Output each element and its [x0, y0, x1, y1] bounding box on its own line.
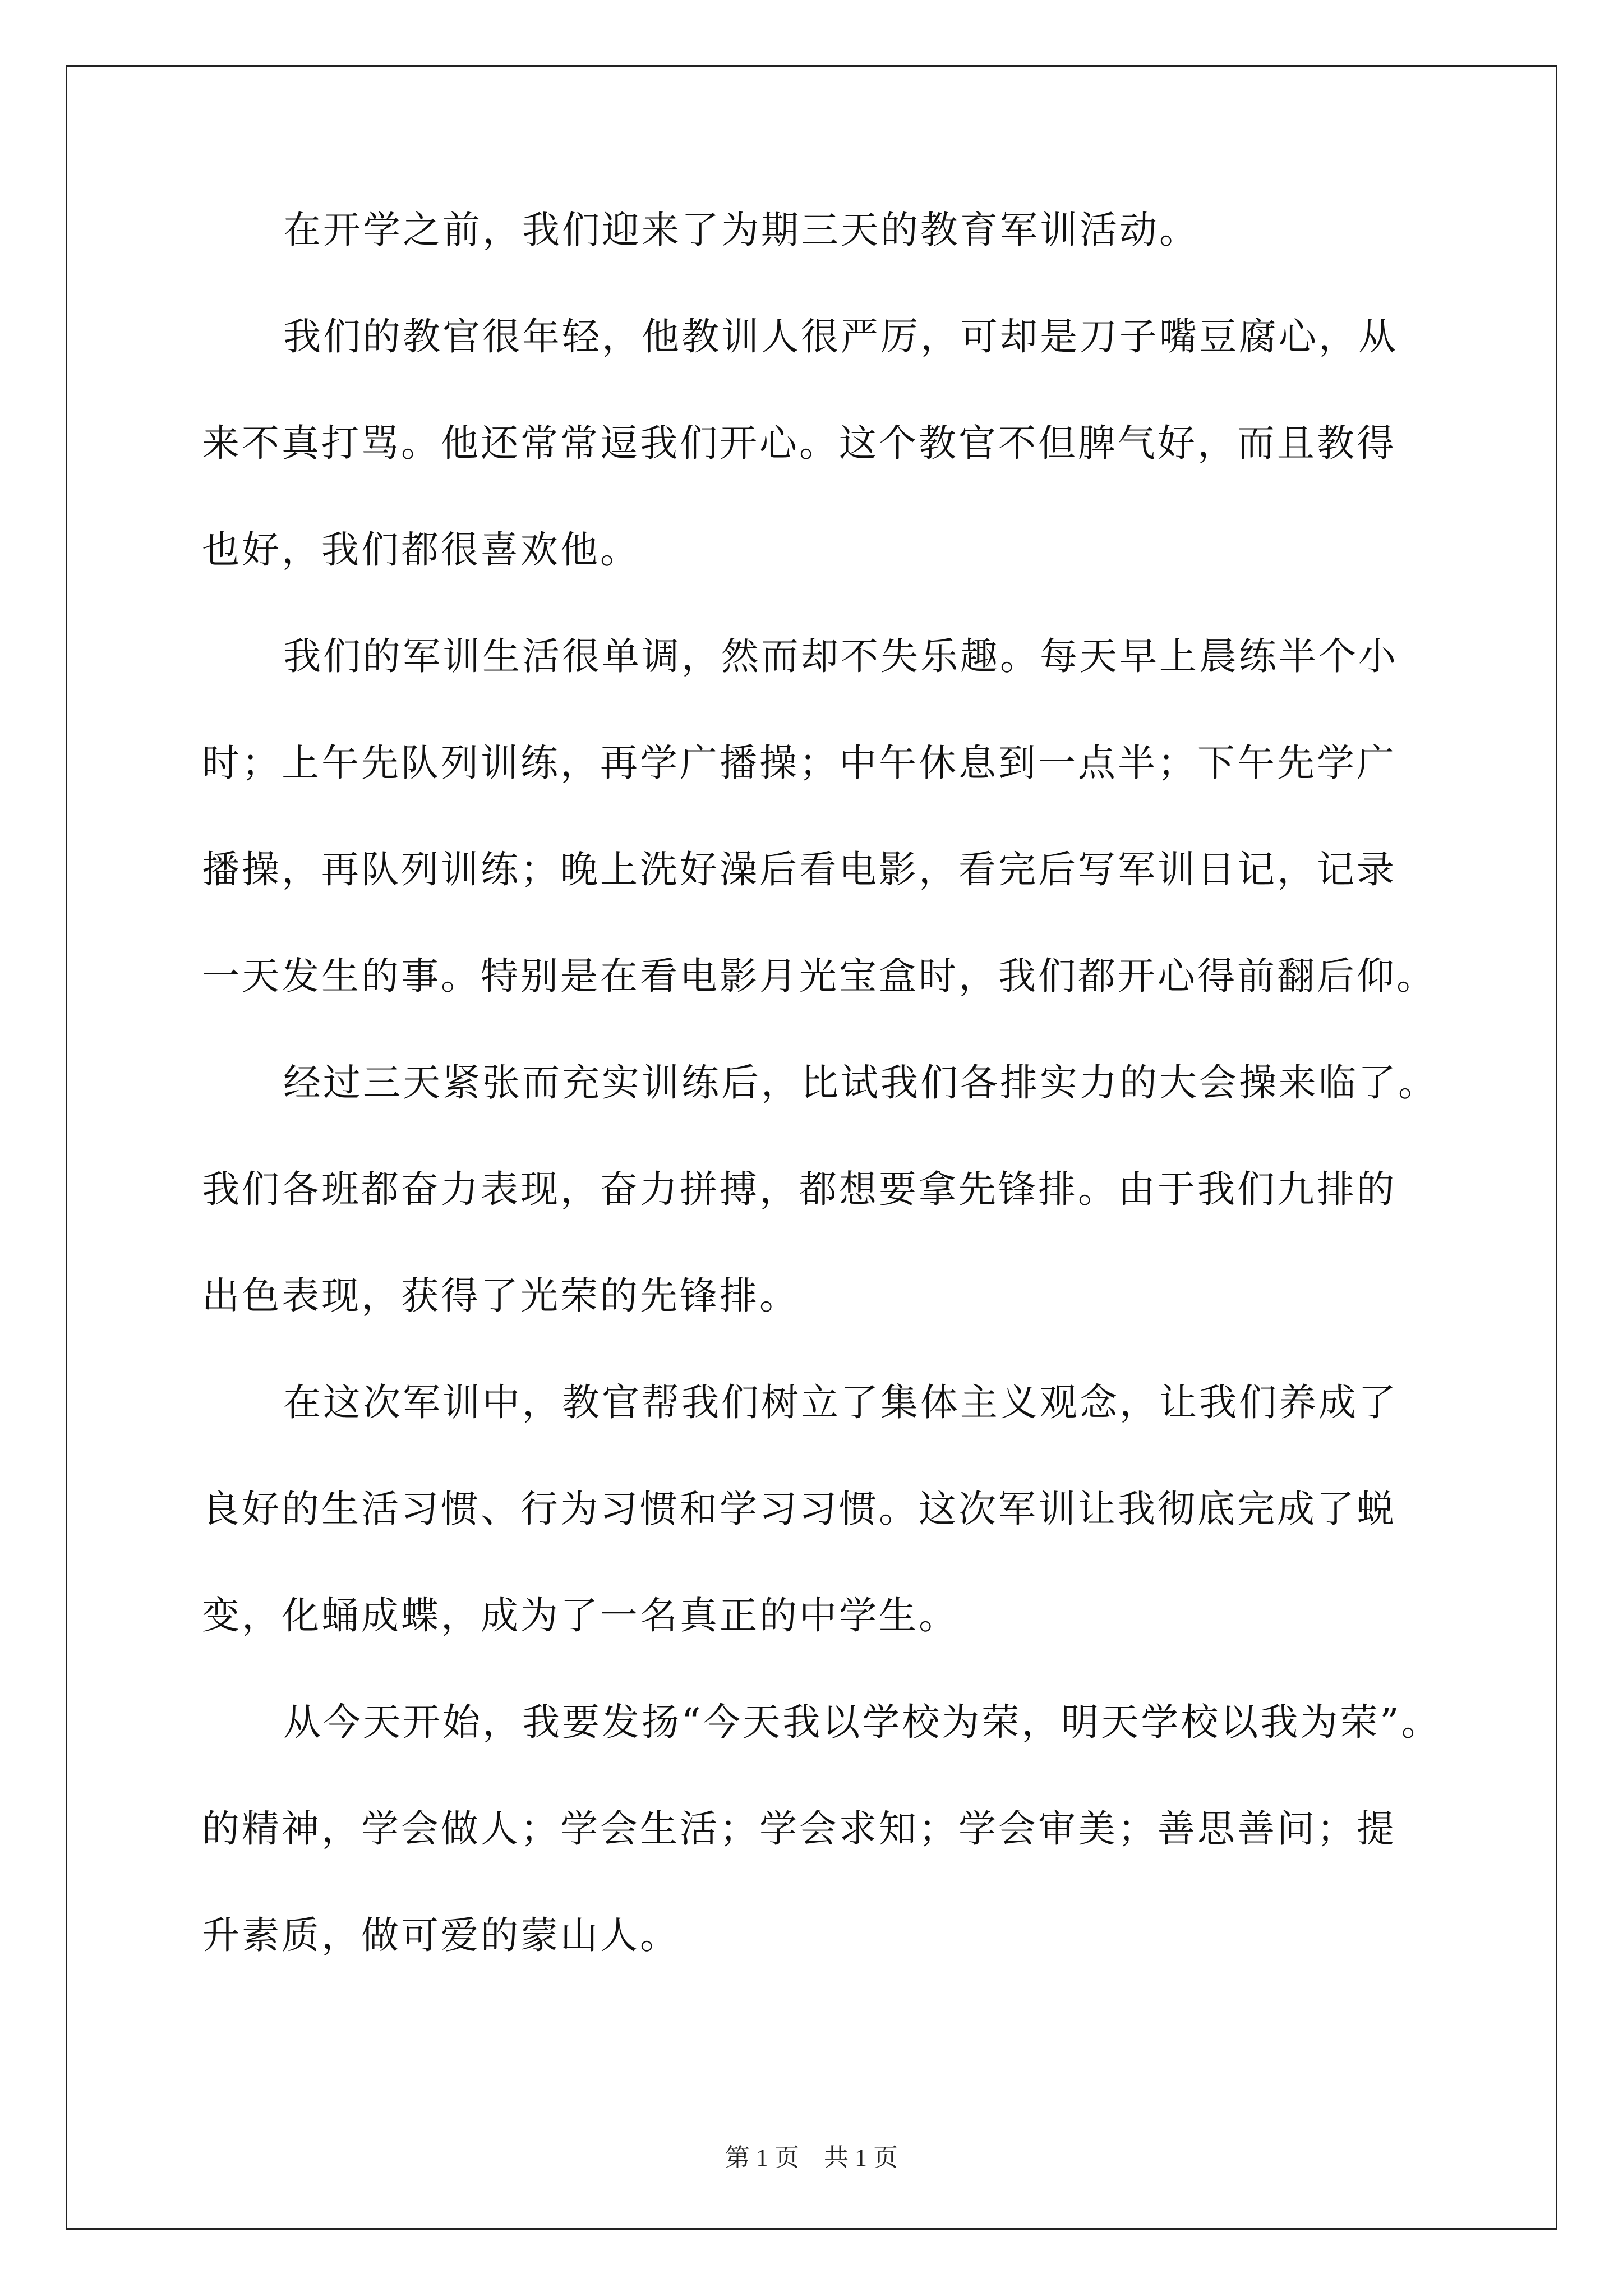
- paragraph-3-line-4: 一天发生的事。特别是在看电影月光宝盒时，我们都开心得前翻后仰。: [202, 954, 1436, 998]
- paragraph-4-line-2: 我们各班都奋力表现，奋力拼搏，都想要拿先锋排。由于我们九排的: [202, 1167, 1396, 1211]
- paragraph-4-line-1: 经过三天紧张而充实训练后，比试我们各排实力的大会操来临了。: [283, 1061, 1438, 1105]
- paragraph-6-line-1: 从今天开始，我要发扬“今天我以学校为荣，明天学校以我为荣”。: [283, 1700, 1441, 1744]
- paragraph-2-line-2: 来不真打骂。他还常常逗我们开心。这个教官不但脾气好，而且教得: [202, 421, 1396, 465]
- paragraph-5-line-3: 变，化蛹成蝶，成为了一名真正的中学生。: [202, 1594, 958, 1637]
- paragraph-4-line-3: 出色表现，获得了光荣的先锋排。: [202, 1274, 799, 1318]
- paragraph-3-line-2: 时；上午先队列训练，再学广播操；中午休息到一点半；下午先学广: [202, 741, 1396, 785]
- paragraph-3-line-1: 我们的军训生活很单调，然而却不失乐趣。每天早上晨练半个小: [283, 634, 1398, 678]
- paragraph-3-line-3: 播操，再队列训练；晚上洗好澡后看电影，看完后写军训日记，记录: [202, 848, 1396, 891]
- paragraph-2-line-3: 也好，我们都很喜欢他。: [202, 528, 640, 572]
- page-number-footer: 第 1 页 共 1 页: [725, 2144, 898, 2171]
- paragraph-6-line-2: 的精神，学会做人；学会生活；学会求知；学会审美；善思善问；提: [202, 1807, 1396, 1851]
- page-border: [66, 65, 1557, 2230]
- paragraph-1-line-1: 在开学之前，我们迎来了为期三天的教育军训活动。: [283, 208, 1199, 252]
- paragraph-5-line-2: 良好的生活习惯、行为习惯和学习习惯。这次军训让我彻底完成了蜕: [202, 1487, 1396, 1531]
- paragraph-6-line-3: 升素质，做可爱的蒙山人。: [202, 1913, 680, 1957]
- paragraph-2-line-1: 我们的教官很年轻，他教训人很严厉，可却是刀子嘴豆腐心，从: [283, 315, 1398, 358]
- paragraph-5-line-1: 在这次军训中，教官帮我们树立了集体主义观念，让我们养成了: [283, 1381, 1398, 1424]
